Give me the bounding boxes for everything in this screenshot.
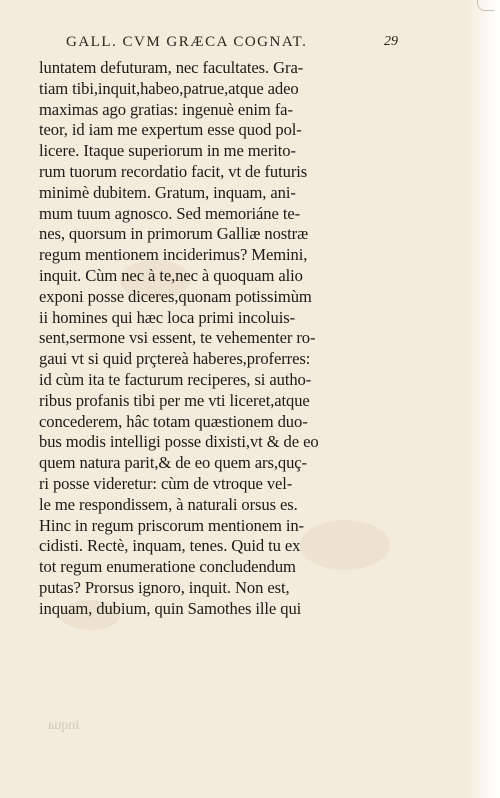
text-line: le me respondissem, à naturali orsus es. (39, 494, 298, 514)
text-line: luntatem defuturam, nec facultates. Gra- (39, 58, 304, 77)
text-line: quem natura parit,& de eo quem ars,quç- (39, 453, 307, 473)
text-line: ribus profanis tibi per me vti liceret,atque (39, 390, 310, 410)
text-line: regum mentionem inciderimus? Memini, (39, 245, 308, 265)
text-line: Hinc in regum priscorum mentionem in- (39, 515, 304, 535)
text-line: gaui vt si quid prçtereà haberes,proferres: (39, 349, 311, 369)
text-line: ri posse videretur: cùm de vtroque vel- (39, 473, 293, 493)
text-line: maximas ago gratias: ingenuè enim fa- (39, 99, 293, 119)
text-line: nes, quorsum in primorum Galliæ nostræ (39, 224, 309, 244)
text-line: exponi posse diceres,quonam potissimùm (39, 286, 312, 306)
text-line: teor, id iam me expertum esse quod pol- (39, 120, 302, 140)
page-number: 29 (384, 34, 398, 49)
running-head: GALL. CVM GRÆCA COGNAT. (66, 34, 308, 50)
text-line: bus modis intelligi posse dixisti,vt & de eo (39, 432, 319, 452)
text-line: ii homines qui hæc loca primi incoluis- (39, 307, 296, 327)
text-line: tot regum enumeratione concludendum (39, 557, 296, 577)
text-line: mum tuum agnosco. Sed memoriáne te- (39, 203, 301, 223)
text-line: rum tuorum recordatio facit, vt de futuris (39, 161, 308, 181)
text-line: putas? Prorsus ignoro, inquit. Non est, (39, 577, 290, 597)
text-line: tiam tibi,inquit,habeo,patrue,atque adeo (39, 78, 299, 98)
text-line: inquit. Cùm nec à te,nec à quoquam alio (39, 265, 303, 285)
text-line: minimè dubitem. Gratum, inquam, ani- (39, 182, 296, 202)
bleed-through-text: inqua (48, 718, 80, 733)
text-line: licere. Itaque superiorum in me merito- (39, 141, 296, 161)
text-line: inquam, dubium, quin Samothes ille qui (39, 598, 302, 618)
text-line: cidisti. Rectè, inquam, tenes. Quid tu ex (39, 536, 301, 556)
corner-mark (477, 0, 494, 11)
page-edge (466, 0, 500, 798)
body-text (39, 58, 409, 620)
text-line: id cùm ita te facturum reciperes, si autho- (39, 369, 312, 389)
text-line: concederem, hâc totam quæstionem duo- (39, 411, 308, 431)
text-line: sent,sermone vsi essent, te vehementer ro- (39, 328, 316, 348)
